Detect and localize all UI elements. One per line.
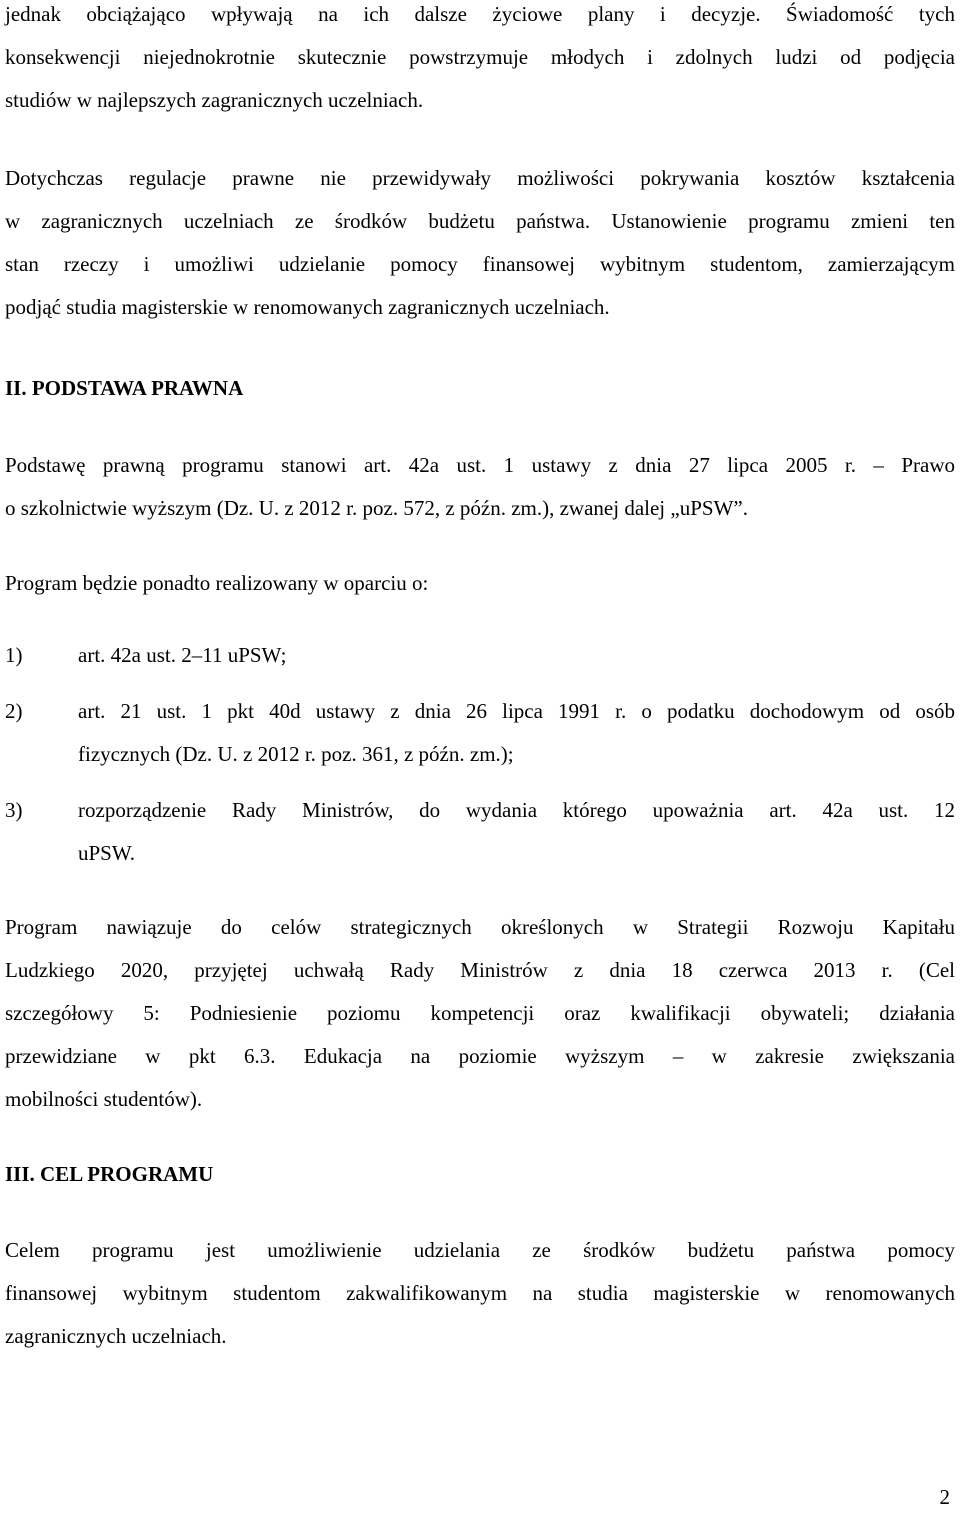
text-line: Dotychczas regulacje prawne nie przewidywały możliwości pokrywania kosztów kształcenia [5,166,955,190]
text-line: Ludzkiego 2020, przyjętej uchwałą Rady Ministrów z dnia 18 czerwca 2013 r. (Cel [5,958,955,982]
text-line: mobilności studentów). [5,1087,203,1111]
text-line: Program będzie ponadto realizowany w oparciu o: [5,571,429,595]
text-line: art. 21 ust. 1 pkt 40d ustawy z dnia 26 lipca 1991 r. o podatku dochodowym od osób [78,699,955,723]
text-line: Program nawiązuje do celów strategicznych określonych w Strategii Rozwoju Kapitału [5,915,955,939]
text-line: rozporządzenie Rady Ministrów, do wydania którego upoważnia art. 42a ust. 12 [78,798,955,822]
list-number: 2) [5,699,23,723]
paragraph-goal [5,1229,955,1358]
text-line: Celem programu jest umożliwienie udzielania ze środków budżetu państwa pomocy [5,1238,955,1262]
paragraph-strategy [5,906,955,1121]
text-line: studiów w najlepszych zagranicznych uczelniach. [5,88,424,112]
paragraph-legal-basis [5,444,955,530]
text-line: finansowej wybitnym studentom zakwalifikowanym na studia magisterskie w renomowanych [5,1281,955,1305]
paragraph-regulation [5,157,955,329]
text-line: zagranicznych uczelniach. [5,1324,227,1348]
list-body [78,690,955,776]
text-line: przewidziane w pkt 6.3. Edukacja na poziomie wyższym – w zakresie zwiększania [5,1044,955,1068]
text-line: uPSW. [78,841,136,865]
text-line: stan rzeczy i umożliwi udzielanie pomocy finansowej wybitnym studentom, zamierzającym [5,252,955,276]
section-heading: III. CEL PROGRAMU [5,1162,214,1186]
text-line: podjąć studia magisterskie w renomowanych zagranicznych uczelniach. [5,295,610,319]
text-line: konsekwencji niejednokrotnie skutecznie powstrzymuje młodych i zdolnych ludzi od podjęcia [5,45,955,69]
text-line: fizycznych (Dz. U. z 2012 r. poz. 361, z późn. zm.); [78,742,514,766]
text-line: o szkolnictwie wyższym (Dz. U. z 2012 r. poz. 572, z późn. zm.), zwanej dalej „uPSW”. [5,496,748,520]
list-number: 3) [5,798,23,822]
list-body [78,789,955,875]
paragraph-intro [5,0,955,122]
page-number: 2 [939,1485,950,1509]
text-line: Podstawę prawną programu stanowi art. 42a ust. 1 ustawy z dnia 27 lipca 2005 r. – Prawo [5,453,955,477]
paragraph-also [5,562,955,605]
section-heading: II. PODSTAWA PRAWNA [5,376,244,400]
text-line: art. 42a ust. 2–11 uPSW; [78,643,287,667]
text-line: jednak obciążająco wpływają na ich dalsze życiowe plany i decyzje. Świadomość tych [5,2,955,26]
list-number: 1) [5,643,23,667]
document-page [5,0,955,1513]
text-line: szczegółowy 5: Podniesienie poziomu kompetencji oraz kwalifikacji obywateli; działania [5,1001,955,1025]
list-body [78,634,955,677]
text-line: w zagranicznych uczelniach ze środków budżetu państwa. Ustanowienie programu zmieni ten [5,209,955,233]
